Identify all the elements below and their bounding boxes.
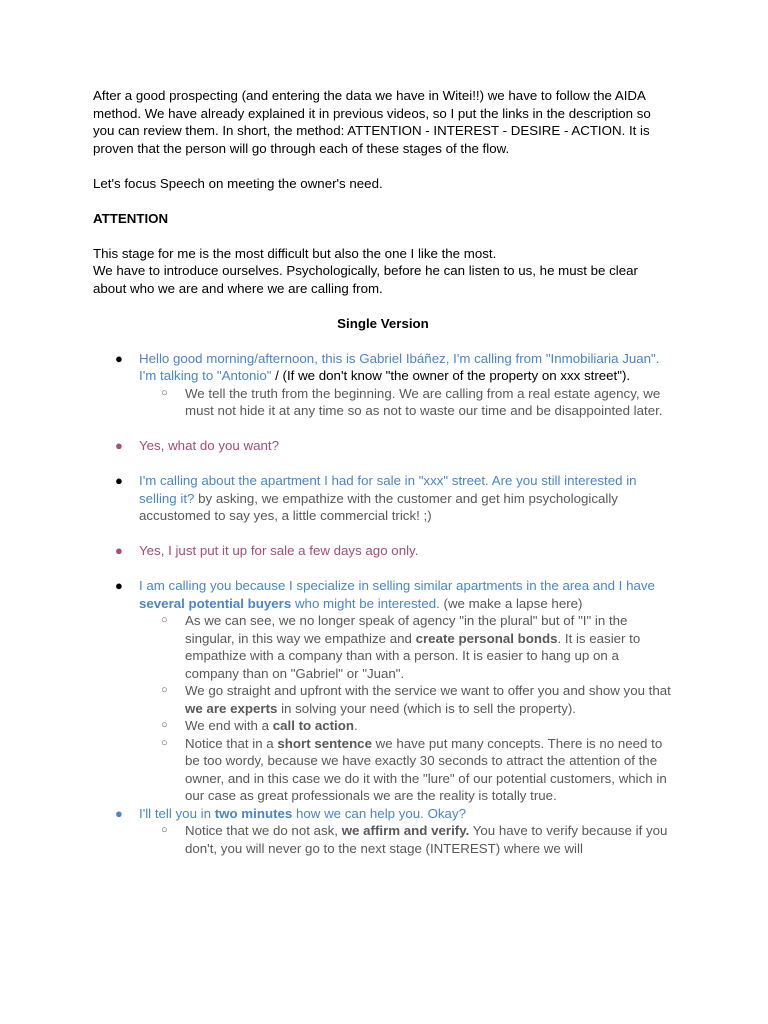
sub-item-text-end: You have to verify because if you don't, you will never go to the next stage (INTEREST) where we will xyxy=(185,823,668,856)
speech-line-end: who might be interested. xyxy=(291,595,440,611)
sub-item-text: We go straight and upfront with the service we want to offer you and show you that xyxy=(185,683,671,698)
sub-item-emphasis: create personal bonds xyxy=(415,630,558,646)
list-item xyxy=(93,350,673,420)
list-item xyxy=(93,805,673,858)
bullet-circle-icon: ○ xyxy=(161,736,168,749)
bullet-dot-icon: ● xyxy=(115,805,123,821)
speech-line: Hello good morning/afternoon, this is Gabriel Ibáñez, I'm calling from "Inmobiliaria Juan". I'm talking to "Antonio" xyxy=(139,350,660,383)
sub-item-text: Notice that in a xyxy=(185,735,278,751)
sub-item-text: We tell the truth from the beginning. We are calling from a real estate agency, we must not hide it at any time so as not to waste our time and be disappointed later. xyxy=(185,385,663,418)
sub-item-text: Notice that we do not ask, xyxy=(185,823,342,838)
sub-item-emphasis: call to action xyxy=(272,718,354,733)
intro-paragraph-2: Let's focus Speech on meeting the owner's need. xyxy=(93,175,383,191)
sub-item-emphasis: short sentence xyxy=(277,735,372,751)
sub-item-emphasis: we are experts xyxy=(185,700,278,716)
sub-list xyxy=(139,612,673,805)
speech-line: I am calling you because I specialize in selling similar apartments in the area and I have xyxy=(139,578,655,593)
owner-reply: Yes, what do you want? xyxy=(139,438,279,453)
speech-line-end: how we can help you. Okay? xyxy=(292,805,466,821)
list-item xyxy=(93,472,673,525)
speech-emphasis: several potential buyers xyxy=(139,595,292,611)
document-page xyxy=(93,87,673,857)
bullet-circle-icon: ○ xyxy=(161,719,168,731)
sub-item-emphasis: we affirm and verify. xyxy=(341,823,470,838)
bullet-circle-icon: ○ xyxy=(161,684,168,696)
sub-list-item xyxy=(93,822,673,857)
sub-list-item xyxy=(93,385,673,420)
bullet-dot-icon: ● xyxy=(115,438,123,453)
sub-list xyxy=(139,385,673,420)
sub-item-text-end: we have put many concepts. There is no need to be too wordy, because we have exactly 30 seconds to attract the attention of the owner, and in this case we do it with the "lure" of our potential customers, which in our case as great professionals we are the reality is totally true. xyxy=(185,735,667,803)
sub-list-item xyxy=(93,682,673,717)
list-item xyxy=(93,437,673,455)
bullet-circle-icon: ○ xyxy=(161,614,168,626)
speech-line: I'm calling about the apartment I had for sale in "xxx" street. Are you still interested in selling it? xyxy=(139,473,637,506)
speech-note: / (If we don't know "the owner of the property on xxx street"). xyxy=(271,368,631,383)
sub-list xyxy=(139,822,673,857)
bullet-dot-icon: ● xyxy=(115,543,123,558)
sub-list-item xyxy=(93,612,673,682)
sub-list-item xyxy=(93,717,673,735)
sub-item-text-end: . xyxy=(354,718,358,733)
sub-list-item xyxy=(93,735,673,805)
attention-paragraph-2: We have to introduce ourselves. Psychologically, before he can listen to us, he must be clear about who we are and where we are calling from. xyxy=(93,263,638,296)
bullet-circle-icon: ○ xyxy=(161,824,168,836)
speech-line: I'll tell you in xyxy=(139,805,215,821)
bullet-dot-icon: ● xyxy=(115,578,123,593)
speech-note: by asking, we empathize with the customer and get him psychologically accustomed to say yes, a little commercial trick! ;) xyxy=(139,490,618,523)
intro-paragraph-1: After a good prospecting (and entering the data we have in Witei!!) we have to follow the AIDA method. We have already explained it in previous videos, so I put the links in the description so you can review them. In short, the method: ATTENTION - INTEREST - DESIRE - ACTION. It is proven that the person will go through each of these stages of the flow. xyxy=(93,88,651,156)
sub-item-text: As we can see, we no longer speak of agency "in the plural" but of "I" in the singular, in this way we empathize and xyxy=(185,613,628,646)
sub-item-text: We end with a xyxy=(185,718,273,733)
list-item xyxy=(93,577,673,805)
bullet-dot-icon: ● xyxy=(115,473,123,488)
single-version-heading: Single Version xyxy=(337,315,429,331)
attention-paragraph-1: This stage for me is the most difficult but also the one I like the most. xyxy=(93,245,497,261)
attention-heading: ATTENTION xyxy=(93,210,169,226)
list-item xyxy=(93,542,673,560)
speech-emphasis: two minutes xyxy=(214,805,293,821)
owner-reply: Yes, I just put it up for sale a few days ago only. xyxy=(139,543,419,558)
bullet-dot-icon: ● xyxy=(115,350,123,366)
speech-list xyxy=(93,350,673,858)
sub-item-text-end: in solving your need (which is to sell the property). xyxy=(277,700,576,716)
sub-item-text-end: . It is easier to empathize with a company than with a person. It is easier to hang up on a company than on "Gabriel" or "Juan". xyxy=(185,630,641,681)
bullet-circle-icon: ○ xyxy=(161,386,168,399)
speech-note: (we make a lapse here) xyxy=(439,595,583,611)
